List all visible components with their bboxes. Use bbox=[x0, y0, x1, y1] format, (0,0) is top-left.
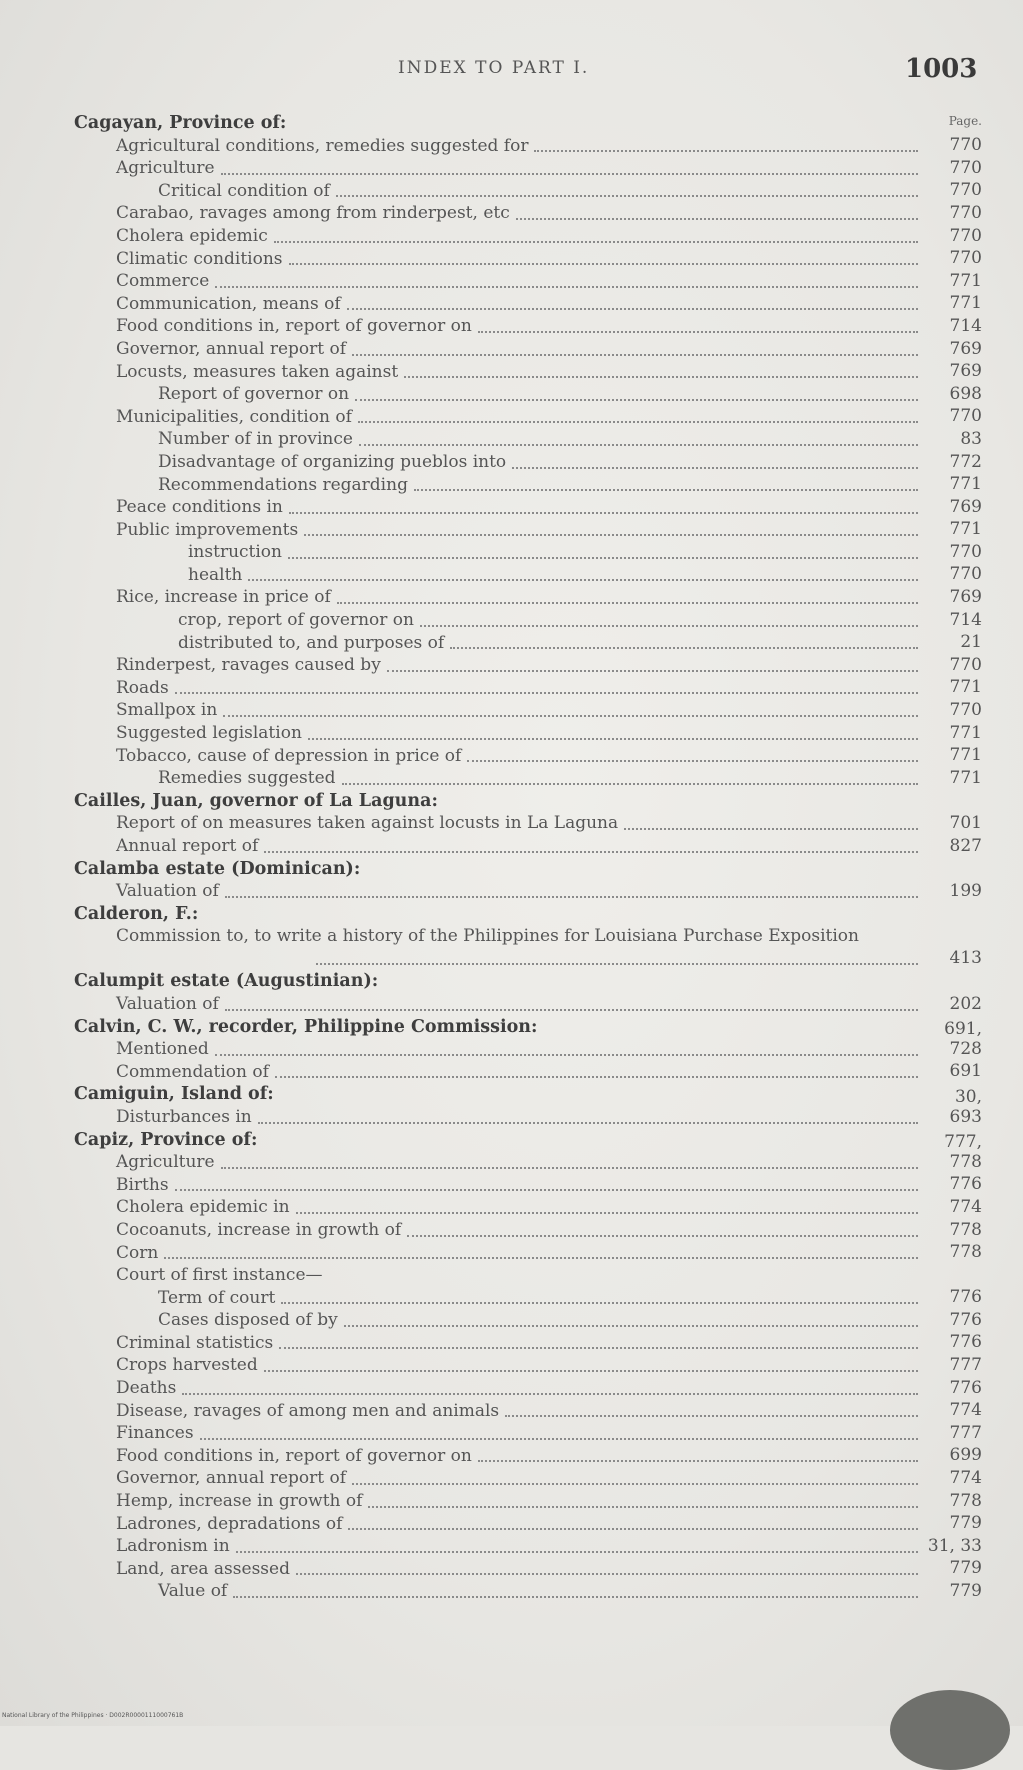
dot-leader bbox=[281, 1302, 918, 1304]
index-entry-row bbox=[74, 361, 982, 384]
index-entry-row bbox=[74, 1580, 982, 1603]
dot-leader bbox=[296, 1573, 918, 1575]
index-entry-row bbox=[74, 1490, 982, 1513]
dot-leader bbox=[359, 444, 918, 446]
index-entry-row bbox=[74, 1377, 982, 1400]
index-entry-row bbox=[74, 1219, 982, 1242]
index-entry-row bbox=[74, 835, 982, 858]
page-reference: 413 bbox=[949, 948, 982, 969]
page-reference: 776 bbox=[949, 1377, 982, 1398]
page-reference: 777 bbox=[949, 1355, 982, 1376]
page-reference: 769 bbox=[949, 338, 982, 359]
page-reference: 770 bbox=[949, 654, 982, 675]
dot-leader bbox=[304, 534, 918, 536]
index-entry-row bbox=[74, 1061, 982, 1084]
page-reference: 770 bbox=[949, 225, 982, 246]
page-reference: 771 bbox=[949, 767, 982, 788]
index-entry-row bbox=[74, 338, 982, 361]
index-entry-row bbox=[74, 993, 982, 1016]
index-entry-row bbox=[74, 519, 982, 542]
index-entry-row bbox=[74, 812, 982, 835]
page-reference: 771 bbox=[949, 293, 982, 314]
dot-leader bbox=[175, 1189, 918, 1191]
index-entry-text: Corn bbox=[116, 1242, 159, 1263]
index-entry-row bbox=[74, 1558, 982, 1581]
dot-leader bbox=[215, 286, 918, 288]
index-entry-row bbox=[74, 722, 982, 745]
page-column-heading: Page. bbox=[948, 114, 982, 128]
index-entry-row bbox=[74, 699, 982, 722]
dot-leader bbox=[505, 1415, 918, 1417]
index-entry-text: Locusts, measures taken against bbox=[116, 361, 399, 382]
page-reference: 777 bbox=[949, 1422, 982, 1443]
page-reference: 779 bbox=[949, 1558, 982, 1579]
index-entry-row bbox=[74, 1287, 982, 1310]
index-entry-text: Criminal statistics bbox=[116, 1332, 274, 1353]
index-entry-row bbox=[74, 315, 982, 338]
index-entry-text: Disturbances in bbox=[116, 1106, 252, 1127]
index-entry-row bbox=[74, 496, 982, 519]
index-entry-row bbox=[74, 1309, 982, 1332]
index-entry-row bbox=[74, 880, 982, 903]
index-entry-text: Term of court bbox=[158, 1287, 276, 1308]
page-reference: 770 bbox=[949, 406, 982, 427]
index-heading-row bbox=[74, 858, 982, 881]
page-reference: 779 bbox=[949, 1513, 982, 1534]
index-entry-row bbox=[74, 1467, 982, 1490]
page-reference: 778 bbox=[949, 1490, 982, 1511]
index-entry-text: Tobacco, cause of depression in price of bbox=[116, 745, 462, 766]
index-entry-text: Number of in province bbox=[158, 429, 353, 450]
index-heading: Calvin, C. W., recorder, Philippine Commission: bbox=[74, 1016, 538, 1037]
index-heading-row bbox=[74, 1083, 982, 1106]
page-reference: 699 bbox=[949, 1445, 982, 1466]
dot-leader bbox=[288, 557, 918, 559]
index-entry-text: Governor, annual report of bbox=[116, 338, 347, 359]
index-entry-text: Commerce bbox=[116, 271, 210, 292]
index-entry-row bbox=[74, 1264, 982, 1287]
index-heading: Camiguin, Island of: bbox=[74, 1084, 274, 1105]
dot-leader bbox=[200, 1438, 918, 1440]
index-entry-row bbox=[74, 135, 982, 158]
dot-leader bbox=[387, 670, 918, 672]
index-entry-text: Deaths bbox=[116, 1378, 177, 1399]
index-entry-row bbox=[74, 654, 982, 677]
index-heading-row bbox=[74, 112, 982, 135]
dot-leader bbox=[347, 308, 918, 310]
index-entry-row bbox=[74, 925, 982, 970]
dot-leader bbox=[279, 1347, 918, 1349]
index-entry-row bbox=[74, 1332, 982, 1355]
dot-leader bbox=[316, 963, 918, 965]
page-reference: 778 bbox=[949, 1242, 982, 1263]
index-entry-row bbox=[74, 428, 982, 451]
index-entry-row bbox=[74, 677, 982, 700]
dot-leader bbox=[248, 579, 918, 581]
index-entry-text: Disadvantage of organizing pueblos into bbox=[158, 451, 507, 472]
dot-leader bbox=[289, 512, 918, 514]
page-reference: 778 bbox=[949, 1219, 982, 1240]
dot-leader bbox=[258, 1122, 918, 1124]
index-entry-text: Mentioned bbox=[116, 1039, 209, 1060]
page-reference: 770 bbox=[949, 180, 982, 201]
page-header bbox=[0, 54, 1023, 88]
dot-leader bbox=[516, 218, 918, 220]
page-reference: 771 bbox=[949, 519, 982, 540]
dot-leader bbox=[264, 1370, 918, 1372]
index-entry-row bbox=[74, 745, 982, 768]
index-entry-text: Rice, increase in price of bbox=[116, 587, 331, 608]
index-entry-text: Hemp, increase in growth of bbox=[116, 1491, 363, 1512]
dot-leader bbox=[274, 241, 918, 243]
index-entry-text: crop, report of governor on bbox=[178, 610, 414, 631]
index-entry-text: Smallpox in bbox=[116, 700, 218, 721]
index-entry-text: Recommendations regarding bbox=[158, 474, 408, 495]
index-entry-text: Governor, annual report of bbox=[116, 1468, 347, 1489]
page-reference: 771 bbox=[949, 722, 982, 743]
scan-footer: National Library of the Philippines · D002R0000111000761B bbox=[2, 1712, 184, 1719]
dot-leader bbox=[215, 1054, 918, 1056]
index-entry-text: Suggested legislation bbox=[116, 723, 302, 744]
index-entry-text: Report of governor on bbox=[158, 384, 350, 405]
page-reference: 774 bbox=[949, 1468, 982, 1489]
page-reference: 771 bbox=[949, 474, 982, 495]
dot-leader bbox=[348, 1528, 918, 1530]
page-reference: 770 bbox=[949, 248, 982, 269]
page-reference: 827 bbox=[949, 835, 982, 856]
index-heading: Calderon, F.: bbox=[74, 903, 199, 924]
index-entry-text: Agriculture bbox=[116, 1152, 215, 1173]
page-reference: 714 bbox=[949, 315, 982, 336]
index-entry-text: Births bbox=[116, 1174, 169, 1195]
page-reference: 21 bbox=[960, 632, 982, 653]
index-entry-row bbox=[74, 1513, 982, 1536]
dot-leader bbox=[308, 738, 918, 740]
index-entry-row bbox=[74, 406, 982, 429]
index-entry-row bbox=[74, 1242, 982, 1265]
scan-corner-shadow bbox=[890, 1690, 1010, 1770]
page-reference: 770 bbox=[949, 157, 982, 178]
dot-leader bbox=[512, 467, 918, 469]
page-reference: 714 bbox=[949, 609, 982, 630]
index-entry-text: Cases disposed of by bbox=[158, 1310, 338, 1331]
index-entry-text: Agriculture bbox=[116, 158, 215, 179]
index-entry-row bbox=[74, 202, 982, 225]
index-heading: Cagayan, Province of: bbox=[74, 113, 287, 133]
index-heading: Calumpit estate (Augustinian): bbox=[74, 971, 379, 992]
index-heading: Calamba estate (Dominican): bbox=[74, 858, 361, 879]
dot-leader bbox=[236, 1551, 918, 1553]
dot-leader bbox=[182, 1393, 918, 1395]
page-reference: 770 bbox=[949, 541, 982, 562]
index-heading-row bbox=[74, 1129, 982, 1152]
index-heading: Cailles, Juan, governor of La Laguna: bbox=[74, 790, 438, 811]
page-reference: 774 bbox=[949, 1196, 982, 1217]
page-reference: 776 bbox=[949, 1332, 982, 1353]
index-entry-text: Critical condition of bbox=[158, 180, 330, 201]
index-entry-row bbox=[74, 451, 982, 474]
page-reference: 701 bbox=[949, 813, 982, 833]
index-entry-row bbox=[74, 1174, 982, 1197]
page-reference: 779 bbox=[949, 1581, 982, 1601]
page-reference: 698 bbox=[949, 383, 982, 404]
dot-leader bbox=[336, 195, 918, 197]
dot-leader bbox=[221, 173, 918, 175]
page-reference: 771 bbox=[949, 745, 982, 766]
index-entry-text: instruction bbox=[188, 542, 282, 563]
index-entry-text: Annual report of bbox=[116, 836, 259, 856]
index-entry-text: distributed to, and purposes of bbox=[178, 632, 445, 653]
page-reference: 31, 33 bbox=[927, 1535, 982, 1556]
page-reference: 777, 778 bbox=[944, 1131, 982, 1172]
page-reference: 30, 693 bbox=[949, 1086, 982, 1127]
page-reference: 771 bbox=[949, 677, 982, 698]
index-entry-row bbox=[74, 474, 982, 497]
index-heading-row bbox=[74, 790, 982, 813]
dot-leader bbox=[221, 1167, 918, 1169]
index-entry-row bbox=[74, 767, 982, 790]
index-entry-row bbox=[74, 1535, 982, 1558]
index-entry-text: Communication, means of bbox=[116, 293, 341, 314]
page-reference: 770 bbox=[949, 700, 982, 721]
page-reference: 691, 728 bbox=[944, 1018, 982, 1059]
dot-leader bbox=[275, 1076, 918, 1078]
index-entry-text: Remedies suggested bbox=[158, 768, 336, 789]
dot-leader bbox=[342, 783, 918, 785]
page-reference: 774 bbox=[949, 1400, 982, 1421]
index-entry-text: Cholera epidemic bbox=[116, 225, 268, 246]
page-reference: 199 bbox=[949, 880, 982, 901]
index-entry-text: Climatic conditions bbox=[116, 248, 283, 269]
page-reference: 83 bbox=[960, 428, 982, 449]
dot-leader bbox=[223, 715, 918, 717]
dot-leader bbox=[368, 1506, 918, 1508]
index-entry-text: Food conditions in, report of governor on bbox=[116, 1445, 472, 1466]
index-entry-row bbox=[74, 564, 982, 587]
index-entry-row bbox=[74, 1400, 982, 1423]
index-entry-row bbox=[74, 1354, 982, 1377]
page-reference: 691 bbox=[949, 1061, 982, 1082]
index-entry-text: Land, area assessed bbox=[116, 1558, 290, 1579]
dot-leader bbox=[467, 760, 918, 762]
index-entry-text: Court of first instance— bbox=[116, 1265, 323, 1286]
dot-leader bbox=[355, 399, 918, 401]
index-entry-row bbox=[74, 293, 982, 316]
dot-leader bbox=[352, 1483, 918, 1485]
page-reference: 769 bbox=[949, 587, 982, 608]
index-entry-row bbox=[74, 541, 982, 564]
index-heading-row bbox=[74, 903, 982, 926]
index-entry-text: Cocoanuts, increase in growth of bbox=[116, 1219, 402, 1240]
dot-leader bbox=[450, 647, 918, 649]
dot-leader bbox=[358, 421, 918, 423]
dot-leader bbox=[175, 692, 918, 694]
index-entry-text: Disease, ravages of among men and animals bbox=[116, 1400, 500, 1421]
index-entry-text: Finances bbox=[116, 1423, 194, 1444]
dot-leader bbox=[289, 263, 918, 265]
index-entry-text: Cholera epidemic in bbox=[116, 1197, 290, 1218]
index-entry-text: Ladrones, depradations of bbox=[116, 1513, 343, 1534]
dot-leader bbox=[414, 489, 918, 491]
page-reference: 770 bbox=[949, 202, 982, 223]
index-entry-text: Roads bbox=[116, 677, 169, 698]
index-entry-row bbox=[74, 248, 982, 271]
page-reference: 770 bbox=[949, 135, 982, 156]
index-entry-row bbox=[74, 180, 982, 203]
dot-leader bbox=[404, 376, 918, 378]
index-entry-row bbox=[74, 1422, 982, 1445]
page-reference: 771 bbox=[949, 270, 982, 291]
index-entry-row bbox=[74, 632, 982, 655]
index-entry-text: Food conditions in, report of governor on bbox=[116, 316, 472, 337]
dot-leader bbox=[407, 1235, 918, 1237]
page-reference: 770 bbox=[949, 564, 982, 585]
dot-leader bbox=[344, 1325, 918, 1327]
dot-leader bbox=[233, 1596, 918, 1598]
page-reference: 772 bbox=[949, 451, 982, 472]
index-entry-text: Municipalities, condition of bbox=[116, 406, 352, 427]
index-list bbox=[74, 112, 982, 1603]
page-reference: 769 bbox=[949, 361, 982, 382]
dot-leader bbox=[534, 150, 918, 152]
index-entry-text: Value of bbox=[158, 1581, 228, 1602]
index-entry-text: Rinderpest, ravages caused by bbox=[116, 655, 381, 676]
index-entry-row bbox=[74, 586, 982, 609]
index-entry-text: Valuation of bbox=[116, 993, 219, 1014]
dot-leader bbox=[420, 625, 918, 627]
index-entry-text: Crops harvested bbox=[116, 1355, 258, 1376]
index-entry-text: Commission to, to write a history of the Philippines for Louisiana Purchase Exposition bbox=[116, 926, 859, 947]
index-entry-row bbox=[74, 383, 982, 406]
index-entry-row bbox=[74, 225, 982, 248]
index-heading-row bbox=[74, 970, 982, 993]
dot-leader bbox=[164, 1257, 918, 1259]
index-entry-text: Carabao, ravages among from rinderpest, etc bbox=[116, 203, 510, 224]
running-title: INDEX TO PART I. bbox=[398, 58, 590, 78]
index-entry-text: Ladronism in bbox=[116, 1536, 230, 1557]
dot-leader bbox=[296, 1212, 918, 1214]
index-entry-text: Peace conditions in bbox=[116, 497, 283, 518]
index-entry-text: Agricultural conditions, remedies suggested for bbox=[116, 135, 529, 156]
dot-leader bbox=[478, 331, 918, 333]
index-entry-text: Valuation of bbox=[116, 881, 219, 902]
index-heading-row bbox=[74, 1016, 982, 1039]
index-entry-row bbox=[74, 270, 982, 293]
index-entry-text: Public improvements bbox=[116, 519, 299, 540]
dot-leader bbox=[624, 828, 918, 830]
page-reference: 202 bbox=[949, 993, 982, 1014]
index-entry-row bbox=[74, 609, 982, 632]
index-heading: Capiz, Province of: bbox=[74, 1129, 258, 1150]
index-entry-text: health bbox=[188, 564, 243, 585]
dot-leader bbox=[352, 354, 918, 356]
dot-leader bbox=[478, 1460, 918, 1462]
page-reference: 776 bbox=[949, 1174, 982, 1195]
page-number: 1003 bbox=[905, 54, 978, 84]
dot-leader bbox=[337, 602, 918, 604]
index-entry-row bbox=[74, 157, 982, 180]
dot-leader bbox=[225, 896, 918, 898]
index-entry-row bbox=[74, 1196, 982, 1219]
index-entry-text: Report of on measures taken against locusts in La Laguna bbox=[116, 813, 619, 834]
page-reference: 776 bbox=[949, 1287, 982, 1308]
dot-leader bbox=[225, 1009, 918, 1011]
page-reference: 769 bbox=[949, 496, 982, 517]
dot-leader bbox=[264, 851, 918, 853]
page-reference: 776 bbox=[949, 1309, 982, 1330]
index-entry-text: Commendation of bbox=[116, 1061, 269, 1082]
index-entry-row bbox=[74, 1445, 982, 1468]
